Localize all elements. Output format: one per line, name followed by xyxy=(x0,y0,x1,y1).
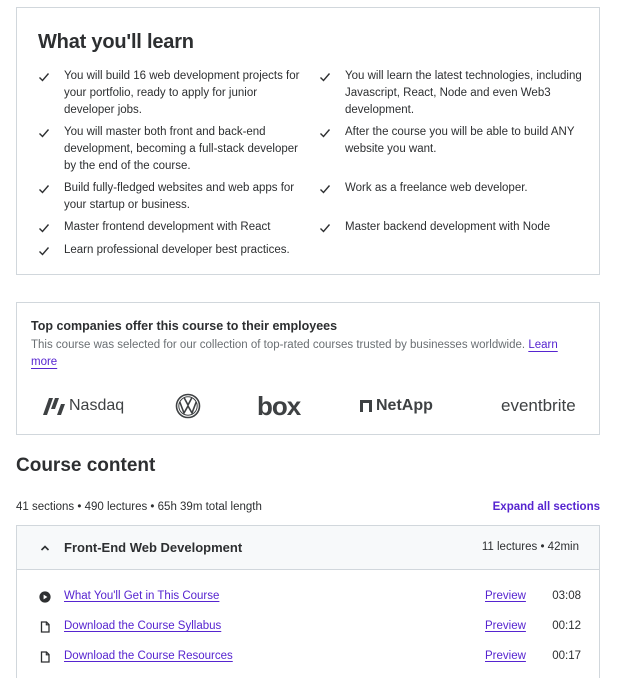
learn-list-right xyxy=(319,68,589,236)
lecture-title-link[interactable]: Download the Course Syllabus xyxy=(64,620,222,632)
box-logo: box xyxy=(257,390,301,421)
lecture-row xyxy=(17,648,601,668)
lecture-title-link[interactable]: Download the Course Resources xyxy=(64,650,233,662)
check-icon xyxy=(38,245,50,257)
expand-all-sections-button[interactable]: Expand all sections xyxy=(492,501,600,513)
business-description: This course was selected for our collection of top-rated courses trusted by businesses worldwide. Learn more xyxy=(31,339,558,368)
section-lecture-list xyxy=(16,570,600,678)
file-icon xyxy=(39,651,51,663)
nasdaq-logo: Nasdaq xyxy=(41,391,124,421)
learn-item: You will learn the latest technologies, including Javascript, React, Node and even Web3 development. xyxy=(319,68,589,119)
preview-link[interactable]: Preview xyxy=(485,650,526,662)
file-icon xyxy=(39,621,51,633)
check-icon xyxy=(38,183,50,195)
learn-item: Master backend development with Node xyxy=(319,219,589,236)
lecture-row xyxy=(17,618,601,638)
learn-item: Master frontend development with React xyxy=(38,219,308,236)
play-circle-icon xyxy=(39,591,51,603)
netapp-logo: NetApp xyxy=(360,391,433,421)
lecture-duration: 03:08 xyxy=(552,590,581,602)
lecture-title-link[interactable]: What You'll Get in This Course xyxy=(64,590,220,602)
lecture-duration: 00:12 xyxy=(552,620,581,632)
learn-item: You will master both front and back-end development, becoming a full-stack developer by the end of the course. xyxy=(38,124,308,175)
lecture-row xyxy=(17,588,601,608)
check-icon xyxy=(319,71,331,83)
check-icon xyxy=(319,222,331,234)
check-icon xyxy=(38,71,50,83)
nasdaq-mark-icon xyxy=(41,395,67,417)
lecture-duration: 00:17 xyxy=(552,650,581,662)
learn-item: Work as a freelance web developer. xyxy=(319,180,589,197)
business-heading: Top companies offer this course to their employees xyxy=(31,319,338,333)
preview-link[interactable]: Preview xyxy=(485,620,526,632)
volkswagen-logo xyxy=(175,391,201,421)
business-panel xyxy=(16,302,600,435)
learn-item: Learn professional developer best practices. xyxy=(38,242,308,259)
check-icon xyxy=(38,222,50,234)
section-header[interactable] xyxy=(16,525,600,570)
course-content-meta: 41 sections • 490 lectures • 65h 39m total length xyxy=(16,501,262,513)
learn-item: Build fully-fledged websites and web apps for your startup or business. xyxy=(38,180,308,214)
preview-link[interactable]: Preview xyxy=(485,590,526,602)
chevron-up-icon xyxy=(39,542,51,554)
check-icon xyxy=(38,127,50,139)
check-icon xyxy=(319,127,331,139)
learn-heading: What you'll learn xyxy=(38,31,194,53)
learn-more-link[interactable]: Learn more xyxy=(31,339,558,368)
what-youll-learn-panel xyxy=(16,7,600,275)
learn-list-left xyxy=(38,68,308,259)
section-meta: 11 lectures • 42min xyxy=(481,541,579,553)
volkswagen-icon xyxy=(175,393,201,419)
netapp-mark-icon xyxy=(360,400,372,412)
check-icon xyxy=(319,183,331,195)
eventbrite-logo: eventbrite xyxy=(501,396,576,415)
section-title: Front-End Web Development xyxy=(64,540,243,555)
learn-item: You will build 16 web development projects for your portfolio, ready to apply for junior developer jobs. xyxy=(38,68,308,119)
learn-item: After the course you will be able to build ANY website you want. xyxy=(319,124,589,158)
course-content-heading: Course content xyxy=(16,455,156,476)
